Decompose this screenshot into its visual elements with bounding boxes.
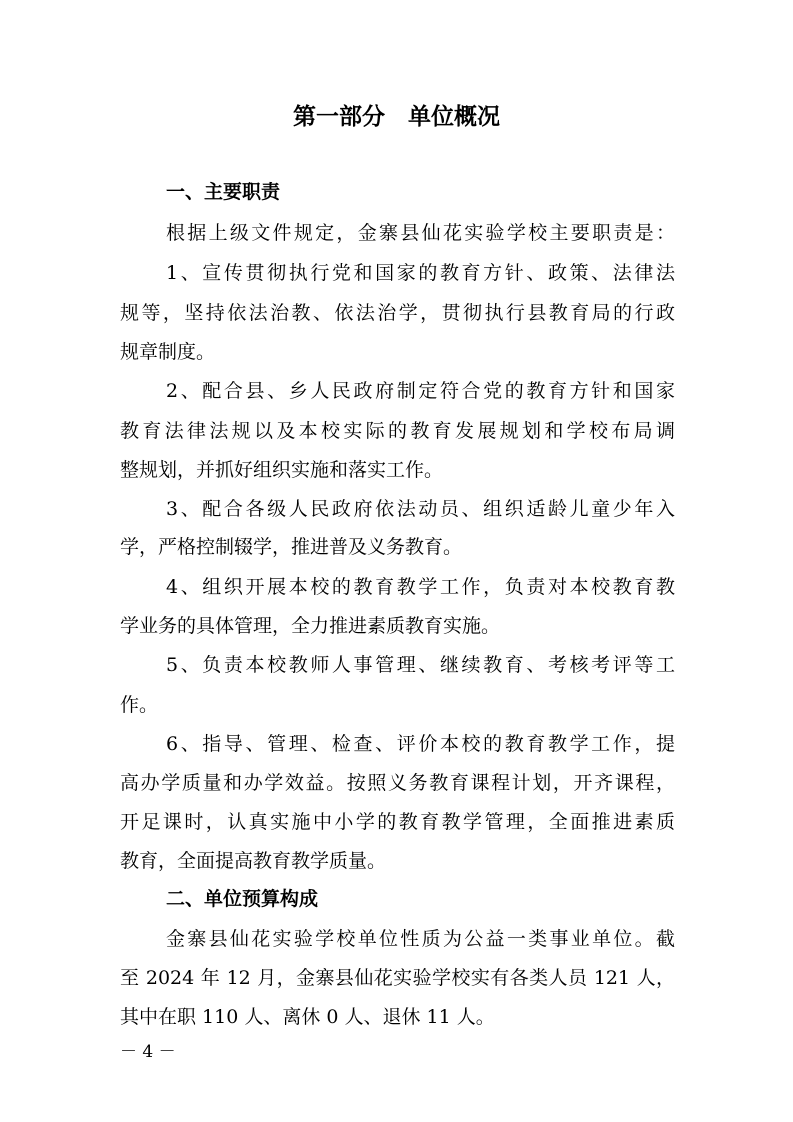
- section-heading-duties: 一、主要职责: [166, 181, 281, 203]
- item-4-line-2: 学业务的具体管理，全力推进素质教育实施。: [120, 615, 501, 637]
- page-number: － 4 －: [120, 1042, 176, 1062]
- item-4-line-1: 4、组织开展本校的教育教学工作，负责对本校教育教: [166, 576, 675, 598]
- item-2-line-1: 2、配合县、乡人民政府制定符合党的教育方针和国家: [166, 380, 675, 402]
- item-2-line-3: 整规划，并抓好组织实施和落实工作。: [120, 459, 444, 481]
- page-title: 第一部分 单位概况: [293, 104, 500, 130]
- section-heading-budget: 二、单位预算构成: [166, 888, 319, 910]
- item-1-line-1: 1、宣传贯彻执行党和国家的教育方针、政策、法律法: [166, 262, 675, 284]
- budget-line-2: 至 2024 年 12 月，金寨县仙花实验学校实有各类人员 121 人，: [120, 967, 675, 989]
- item-2-line-2: 教育法律法规以及本校实际的教育发展规划和学校布局调: [120, 420, 675, 442]
- item-6-line-2: 高办学质量和办学效益。按照义务教育课程计划，开齐课程，: [120, 772, 675, 794]
- intro-line: 根据上级文件规定，金寨县仙花实验学校主要职责是：: [166, 222, 675, 244]
- item-3-line-2: 学，严格控制辍学，推进普及义务教育。: [120, 536, 463, 558]
- item-5-line-1: 5、负责本校教师人事管理、继续教育、考核考评等工: [166, 654, 675, 676]
- budget-line-1: 金寨县仙花实验学校单位性质为公益一类事业单位。截: [166, 928, 675, 950]
- item-6-line-3: 开足课时，认真实施中小学的教育教学管理，全面推进素质: [120, 811, 675, 833]
- item-6-line-4: 教育，全面提高教育教学质量。: [120, 850, 387, 872]
- budget-line-3: 其中在职 110 人、离休 0 人、退休 11 人。: [120, 1006, 495, 1028]
- item-1-line-3: 规章制度。: [120, 341, 216, 363]
- item-5-line-2: 作。: [120, 694, 159, 716]
- item-3-line-1: 3、配合各级人民政府依法动员、组织适龄儿童少年入: [166, 498, 675, 520]
- item-6-line-1: 6、指导、管理、检查、评价本校的教育教学工作，提: [166, 733, 675, 755]
- item-1-line-2: 规等，坚持依法治教、依法治学，贯彻执行县教育局的行政: [120, 302, 675, 324]
